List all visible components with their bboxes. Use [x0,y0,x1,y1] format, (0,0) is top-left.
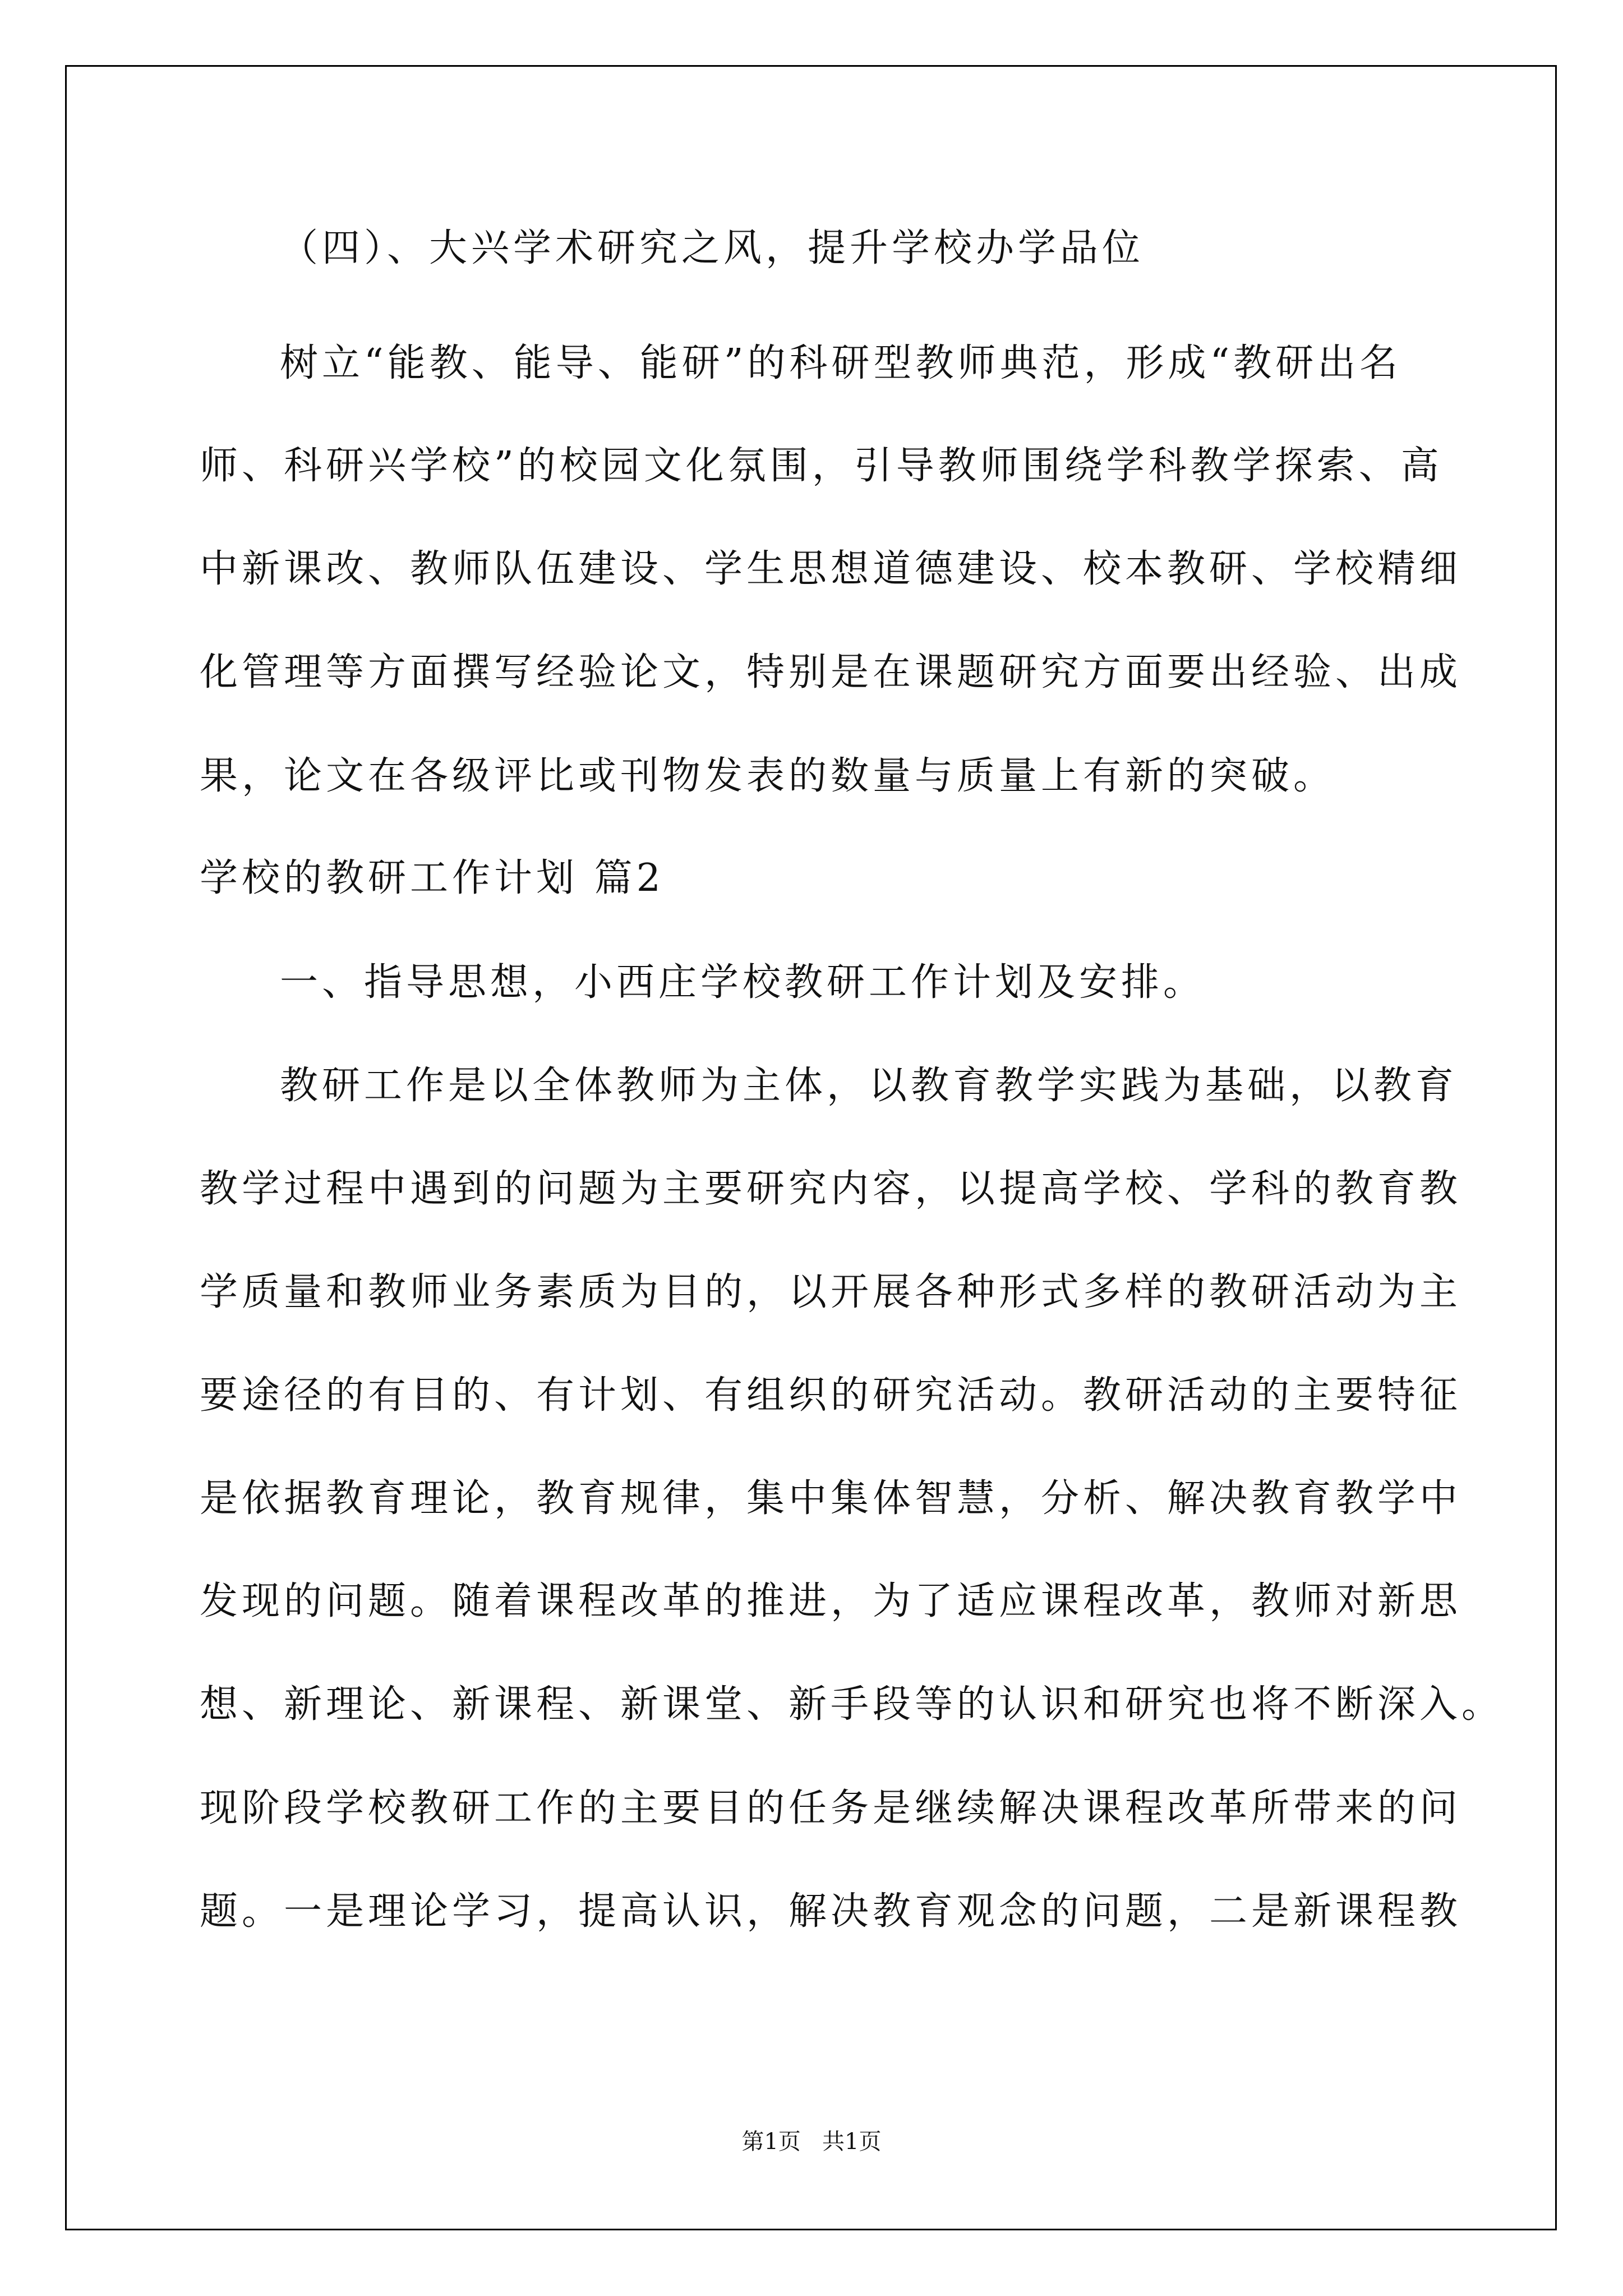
paragraph-line: 中新课改、教师队伍建设、学生思想道德建设、校本教研、学校精细 [200,547,1462,591]
paragraph-line: 学质量和教师业务素质为目的，以开展各种形式多样的教研活动为主 [200,1270,1462,1314]
article-title: 学校的教研工作计划 篇2 [200,856,665,900]
paragraph-line: 题。一是理论学习，提高认识，解决教育观念的问题，二是新课程教 [200,1889,1462,1934]
section-heading-4: （四）、大兴学术研究之风，提升学校办学品位 [280,226,1145,270]
paragraph-line: 现阶段学校教研工作的主要目的任务是继续解决课程改革所带来的问 [200,1786,1462,1830]
paragraph-line: 想、新理论、新课程、新课堂、新手段等的认识和研究也将不断深入。 [200,1682,1504,1727]
paragraph-line: 发现的问题。随着课程改革的推进，为了适应课程改革，教师对新思 [200,1579,1462,1623]
paragraph-line: 是依据教育理论，教育规律，集中集体智慧，分析、解决教育教学中 [200,1476,1462,1521]
paragraph-line: 教学过程中遇到的问题为主要研究内容，以提高学校、学科的教育教 [200,1167,1462,1211]
paragraph-line: 教研工作是以全体教师为主体，以教育教学实践为基础，以教育 [280,1064,1458,1108]
paragraph-line: 果，论文在各级评比或刊物发表的数量与质量上有新的突破。 [200,754,1336,798]
paragraph-line: 要途径的有目的、有计划、有组织的研究活动。教研活动的主要特征 [200,1373,1462,1418]
section-heading-guidance: 一、指导思想，小西庄学校教研工作计划及安排。 [280,960,1206,1005]
paragraph-line: 树立“能教、能导、能研”的科研型教师典范，形成“教研出名 [280,341,1402,385]
page-number: 第1页 共1页 [741,2129,882,2155]
paragraph-line: 化管理等方面撰写经验论文，特别是在课题研究方面要出经验、出成 [200,650,1462,694]
paragraph-line: 师、科研兴学校”的校园文化氛围，引导教师围绕学科教学探索、高 [200,444,1443,488]
